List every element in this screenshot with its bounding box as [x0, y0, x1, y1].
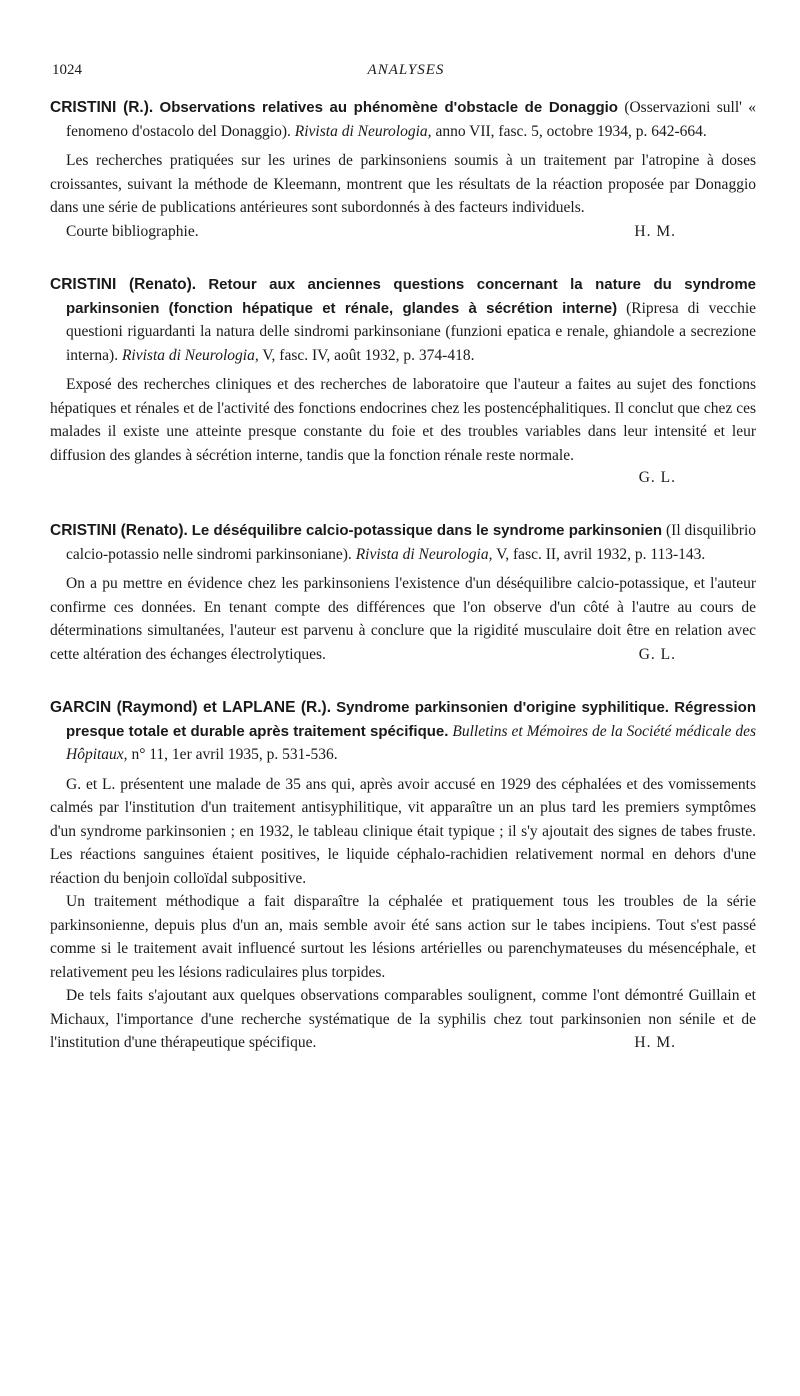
entry-original-title: (Ripresa di vecchie questioni riguardanti la natura delle sindromi parkinsoniane (funzioni epatica e renale, ghiandole a secrezione interna).: [66, 299, 756, 364]
entry-original-title: (Il disquilibrio calcio-potassio nelle sindromi parkinsoniane).: [66, 522, 757, 563]
entry-citation: [50, 696, 756, 767]
entry-paragraph: Un traitement méthodique a fait disparaître la céphalée et pratiquement tous les troubles de la série parkinsonienne, depuis plus d'un an, mais semble avoir été sans action sur le tabes incipiens. Tout s'est passé comme si le traitement avait influencé surtout les lésions artérielles ou parenchymateuses du mésencéphale, et relativement peu les lésions radiculaires plus torpides.: [50, 893, 756, 981]
entry-paragraph-text: On a pu mettre en évidence chez les parkinsoniens l'existence d'un déséquilibre calcio-potassique, et l'auteur confirme ces données. En tenant compte des différences que l'on observe d'un côté à l'autre au cours de déterminations simultanées, l'auteur est parvenu à conclure que la rigidité musculaire doit être en relation avec cette altération des échanges électrolytiques.: [50, 575, 756, 663]
entry-details: V, fasc. II, avril 1932, p. 113-143.: [496, 545, 706, 563]
entry-title: Syndrome parkinsonien d'origine syphilitique. Régression presque totale et durable après traitement spécifique.: [66, 699, 756, 740]
review-entry: [50, 696, 756, 1055]
entry-citation: [50, 273, 756, 367]
entry-details: n° 11, 1er avril 1935, p. 531-536.: [131, 746, 338, 763]
entry-journal: Rivista di Neurologia,: [294, 122, 432, 140]
entry-closing-text: Courte bibliographie.: [66, 222, 199, 240]
entry-journal: Bulletins et Mémoires de la Société médicale des Hôpitaux,: [66, 722, 756, 763]
entry-closing-line: [50, 220, 756, 244]
entry-paragraph: G. et L. présentent une malade de 35 ans qui, après avoir accusé en 1929 des céphalées et des vomissements calmés par l'institution d'un traitement antisyphilitique, vit apparaître un an plus tard les premiers symptômes d'un syndrome parkinsonien ; en 1932, le tableau clinique était typique ; il s'y ajoutait des signes de tabes fruste. Les réactions sanguines étaient positives, le liquide céphalo-rachidien relativement normal en dehors d'une réaction du benjoin colloïdal subpositive.: [50, 775, 756, 887]
entry-author: CRISTINI (R.).: [50, 99, 154, 116]
entry-signature: G. L.: [638, 645, 676, 663]
running-header: [52, 62, 760, 86]
entry-paragraph: Exposé des recherches cliniques et des recherches de laboratoire que l'auteur a faites au sujet des fonctions hépatiques et rénales et de l'activité des fonctions endocrines chez les postencéphalitiques. Il conclut que chez ces malades il existe une atteinte presque constante du foie et des troubles variables dans leur intensité et leur diffusion des glandes à sécrétion interne, tandis que la fonction rénale reste normale.: [50, 376, 756, 464]
entry-paragraph: [50, 572, 756, 666]
entry-paragraph: Les recherches pratiquées sur les urines de parkinsoniens soumis à un traitement par l'atropine à doses croissantes, suivant la méthode de Kleemann, montrent que les résultats de la réaction proposée par Donaggio dans une série de publications antérieures sont subordonnés à des facteurs individuels.: [50, 152, 756, 216]
entry-author: GARCIN (Raymond) et LAPLANE (R.).: [50, 699, 332, 716]
entry-title: Le déséquilibre calcio-potassique dans le syndrome parkinsonien: [191, 522, 663, 539]
entry-title: Retour aux anciennes questions concernant la nature du syndrome parkinsonien (fonction hépatique et rénale, glandes à sécrétion interne): [66, 276, 757, 317]
entry-closing-line: [50, 984, 756, 1055]
review-entry: [50, 519, 756, 666]
entry-author: CRISTINI (Renato).: [50, 522, 188, 539]
entry-details: anno VII, fasc. 5, octobre 1934, p. 642-664.: [435, 122, 707, 140]
entry-signature: H. M.: [634, 1034, 676, 1051]
page-number: 1024: [52, 62, 82, 78]
article-body: [50, 96, 756, 1085]
entry-details: V, fasc. IV, août 1932, p. 374-418.: [262, 346, 475, 364]
entry-journal: Rivista di Neurologia,: [121, 346, 259, 364]
running-title: ANALYSES: [367, 62, 445, 78]
entry-title: Observations relatives au phénomène d'obstacle de Donaggio: [159, 99, 618, 116]
entry-citation: [50, 96, 756, 143]
entry-journal: Rivista di Neurologia,: [355, 545, 493, 563]
entry-citation: [50, 519, 756, 566]
review-entry: [50, 273, 756, 489]
entry-signature: G. L.: [638, 469, 676, 486]
review-entry: [50, 96, 756, 243]
entry-author: CRISTINI (Renato).: [50, 276, 197, 293]
entry-closing-text: De tels faits s'ajoutant aux quelques observations comparables soulignent, comme l'ont démontré Guillain et Michaux, l'importance d'une recherche systématique de la syphilis chez tout parkinsonien non sénile et de l'institution d'une thérapeutique spécifique.: [50, 987, 756, 1051]
entry-original-title: (Osservazioni sull' « fenomeno d'ostacolo del Donaggio).: [66, 99, 757, 140]
entry-signature: H. M.: [634, 222, 676, 240]
